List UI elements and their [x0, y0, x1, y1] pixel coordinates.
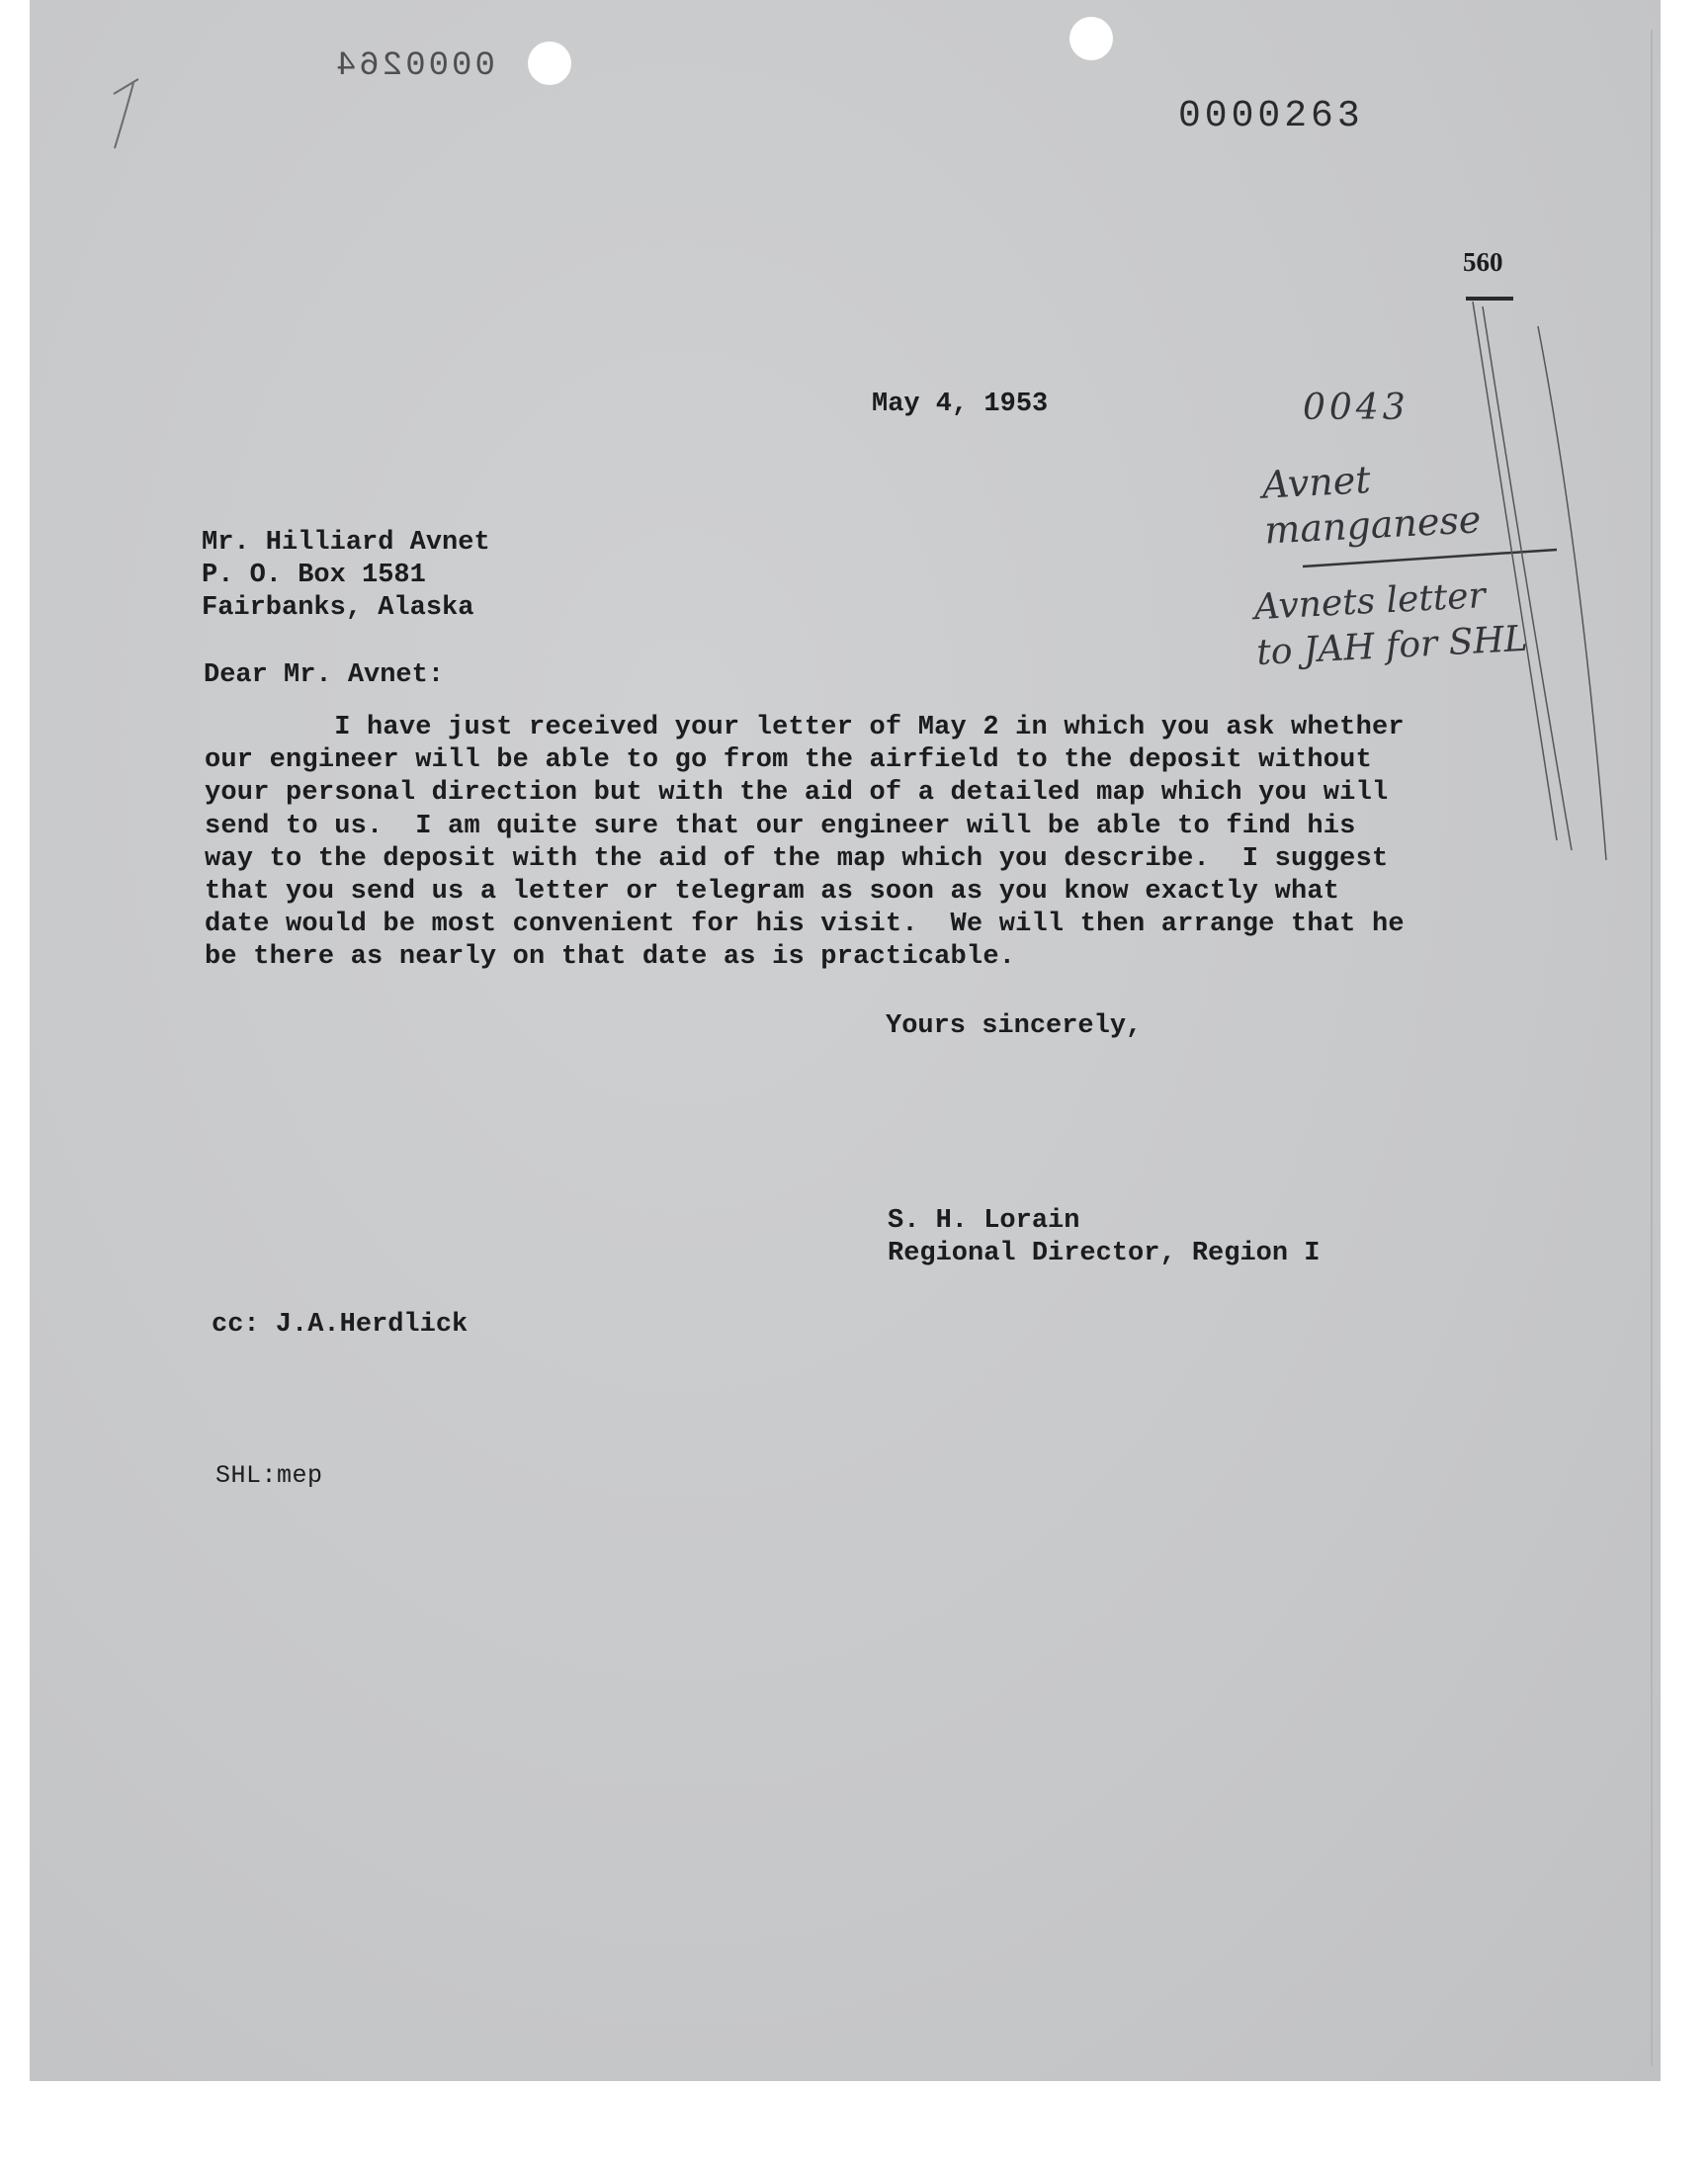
body-line: I have just received your letter of May 2 in which you ask whether	[205, 713, 1405, 742]
handwritten-subject-line1: Avnet	[1260, 458, 1372, 507]
letter-date: May 4, 1953	[872, 390, 1049, 419]
recipient-address-line2: Fairbanks, Alaska	[202, 593, 474, 623]
body-line: date would be most convenient for his visit. We will then arrange that he	[205, 910, 1405, 940]
typist-initials: SHL:mep	[215, 1461, 323, 1490]
stamp-number: 0000263	[1178, 95, 1364, 137]
body-line: your personal direction but with the aid of a detailed map which you will	[205, 778, 1389, 809]
handwritten-routing-note	[1253, 571, 1529, 676]
page-number: 560	[1463, 247, 1503, 277]
stamp-number-upside-down: 0000264	[333, 47, 495, 85]
carbon-copy-line: cc: J.A.Herdlick	[212, 1310, 469, 1340]
body-line: our engineer will be able to go from the airfield to the deposit without	[205, 745, 1372, 776]
signature-name: S. H. Lorain	[888, 1206, 1080, 1236]
signature-block	[888, 1205, 1320, 1270]
subject-underline	[1303, 550, 1557, 566]
body-line: that you send us a letter or telegram as soon as you know exactly what	[205, 877, 1340, 908]
handwritten-subject-line2: manganese	[1263, 497, 1483, 553]
letter-body	[205, 712, 1405, 975]
handwritten-file-number: 0043	[1303, 388, 1409, 428]
corner-pen-mark	[114, 79, 138, 148]
handwritten-note-line2: to JAH for SHL	[1255, 618, 1529, 674]
body-line: be there as nearly on that date as is practicable.	[205, 942, 1016, 973]
recipient-name: Mr. Hilliard Avnet	[202, 528, 490, 558]
closing: Yours sincerely,	[886, 1011, 1143, 1041]
signature-title: Regional Director, Region I	[888, 1239, 1321, 1268]
salutation: Dear Mr. Avnet:	[204, 660, 445, 690]
body-line: way to the deposit with the aid of the map which you describe. I suggest	[205, 843, 1389, 874]
recipient-address-line1: P. O. Box 1581	[202, 561, 426, 590]
recipient-address	[202, 527, 490, 625]
handwritten-note-line1: Avnets letter	[1252, 574, 1487, 629]
handwritten-subject	[1261, 451, 1483, 553]
body-line: send to us. I am quite sure that our engineer will be able to find his	[205, 811, 1356, 841]
